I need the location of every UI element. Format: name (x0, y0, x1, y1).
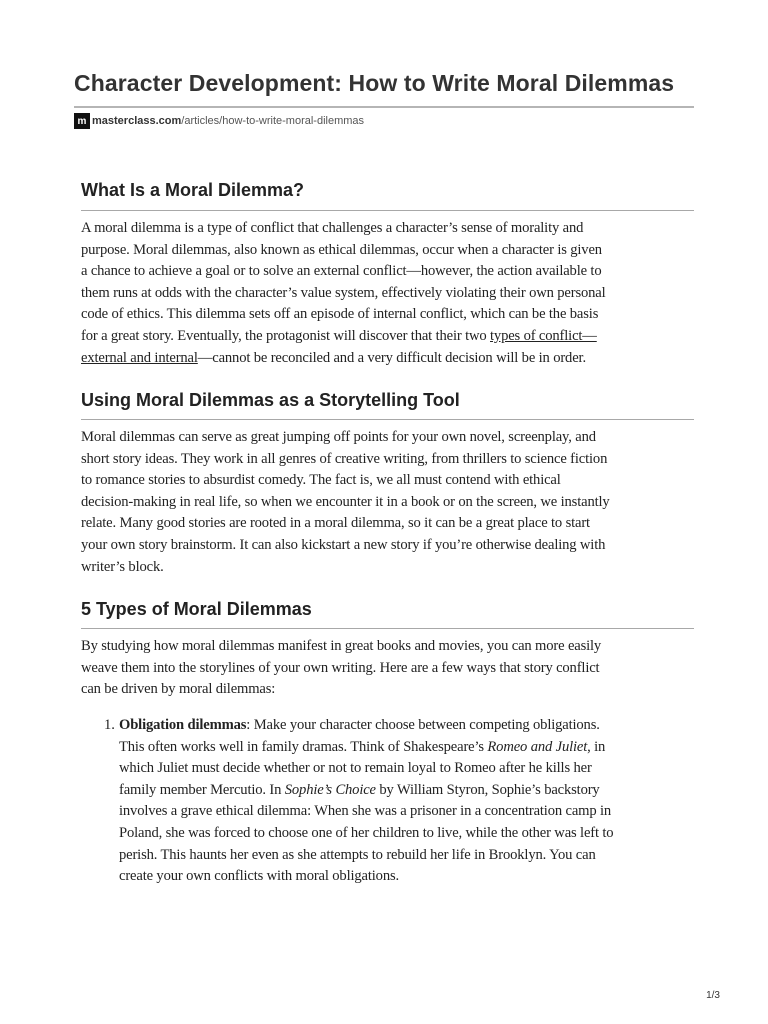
page-number: 1/3 (706, 990, 720, 1001)
types-of-conflict-link[interactable]: types of conflict— (490, 327, 597, 344)
list-number: 1. (104, 717, 115, 733)
text-line: By studying how moral dilemmas manifest in great books and movies, you can more easily (81, 638, 602, 654)
text-line: can be driven by moral dilemmas: (81, 681, 276, 698)
masterclass-logo-icon: m (74, 113, 90, 129)
text-line: relate. Many good stories are rooted in a moral dilemma, so it can be a great place to start (81, 515, 590, 532)
text-line: purpose. Moral dilemmas, also known as ethical dilemmas, occur when a character is given (81, 241, 602, 258)
text-line: to romance stories to absurdist comedy. The fact is, we all must contend with ethical (81, 472, 561, 489)
text-span: family member Mercutio. In (119, 781, 285, 798)
section-divider (81, 628, 694, 629)
text-line: your own story brainstorm. It can also kickstart a new story if you’re otherwise dealing with (81, 536, 606, 553)
section-paragraph (81, 427, 697, 578)
text-span: for a great story. Eventually, the protagonist will discover that their two (81, 327, 491, 344)
list-item-text (119, 715, 699, 888)
section-divider (81, 210, 694, 211)
title-divider (74, 106, 694, 108)
text-line (119, 715, 699, 737)
text-line: them runs at odds with the character’s value system, effectively violating their own personal (81, 284, 606, 301)
source-domain[interactable]: masterclass.com (92, 115, 182, 127)
text-line: decision-making in real life, so when we encounter it in a book or on the screen, we instantly (81, 493, 610, 510)
text-line: perish. This haunts her even as she attempts to rebuild her life in Brooklyn. You can (119, 846, 596, 863)
text-line (81, 326, 697, 348)
source-url[interactable] (74, 112, 364, 130)
types-of-conflict-link[interactable]: external and internal (81, 349, 198, 366)
text-line: writer’s block. (81, 558, 164, 575)
source-path[interactable]: /articles/how-to-write-moral-dilemmas (181, 115, 365, 127)
text-line: involves a grave ethical dilemma: When she was a prisoner in a concentration camp in (119, 803, 612, 820)
work-title: Sophie’s Choice (284, 781, 376, 798)
text-span: This often works well in family dramas. Think of Shakespeare’s (119, 738, 488, 755)
text-line: short story ideas. They work in all genres of creative writing, from thrillers to science fiction (81, 450, 608, 467)
list-term: Obligation dilemmas (119, 717, 247, 733)
text-line (119, 780, 699, 802)
text-line: code of ethics. This dilemma sets off an episode of internal conflict, which can be the basis (81, 306, 599, 323)
document-title: Character Development: How to Write Moral Dilemmas (74, 70, 675, 96)
section-heading-what-is: What Is a Moral Dilemma? (81, 180, 305, 200)
text-line: create your own conflicts with moral obligations. (119, 868, 399, 885)
text-span: —cannot be reconciled and a very difficult decision will be in order. (197, 349, 586, 366)
text-line: which Juliet must decide whether or not to remain loyal to Romeo after he kills her (119, 760, 592, 777)
text-line: Poland, she was forced to choose one of her children to live, while the other was left to (119, 824, 614, 841)
section-heading-5-types: 5 Types of Moral Dilemmas (81, 599, 312, 619)
section-heading-storytelling-tool: Using Moral Dilemmas as a Storytelling Tool (81, 390, 460, 410)
text-line: weave them into the storylines of your own writing. Here are a few ways that story conflict (81, 659, 600, 676)
section-paragraph (81, 218, 697, 369)
text-span: : Make your character choose between competing obligations. (246, 717, 600, 733)
text-line (119, 737, 699, 759)
text-span: by William Styron, Sophie’s backstory (375, 781, 600, 798)
text-line: A moral dilemma is a type of conflict that challenges a character’s sense of morality and (81, 220, 584, 236)
text-line (81, 348, 697, 370)
work-title: Romeo and Juliet (487, 738, 588, 755)
text-line: Moral dilemmas can serve as great jumping off points for your own novel, screenplay, and (81, 429, 596, 445)
text-line: a chance to achieve a goal or to solve an external conflict—however, the action available to (81, 263, 602, 280)
section-paragraph (81, 636, 697, 701)
section-divider (81, 419, 694, 420)
text-span: , in (587, 738, 606, 755)
